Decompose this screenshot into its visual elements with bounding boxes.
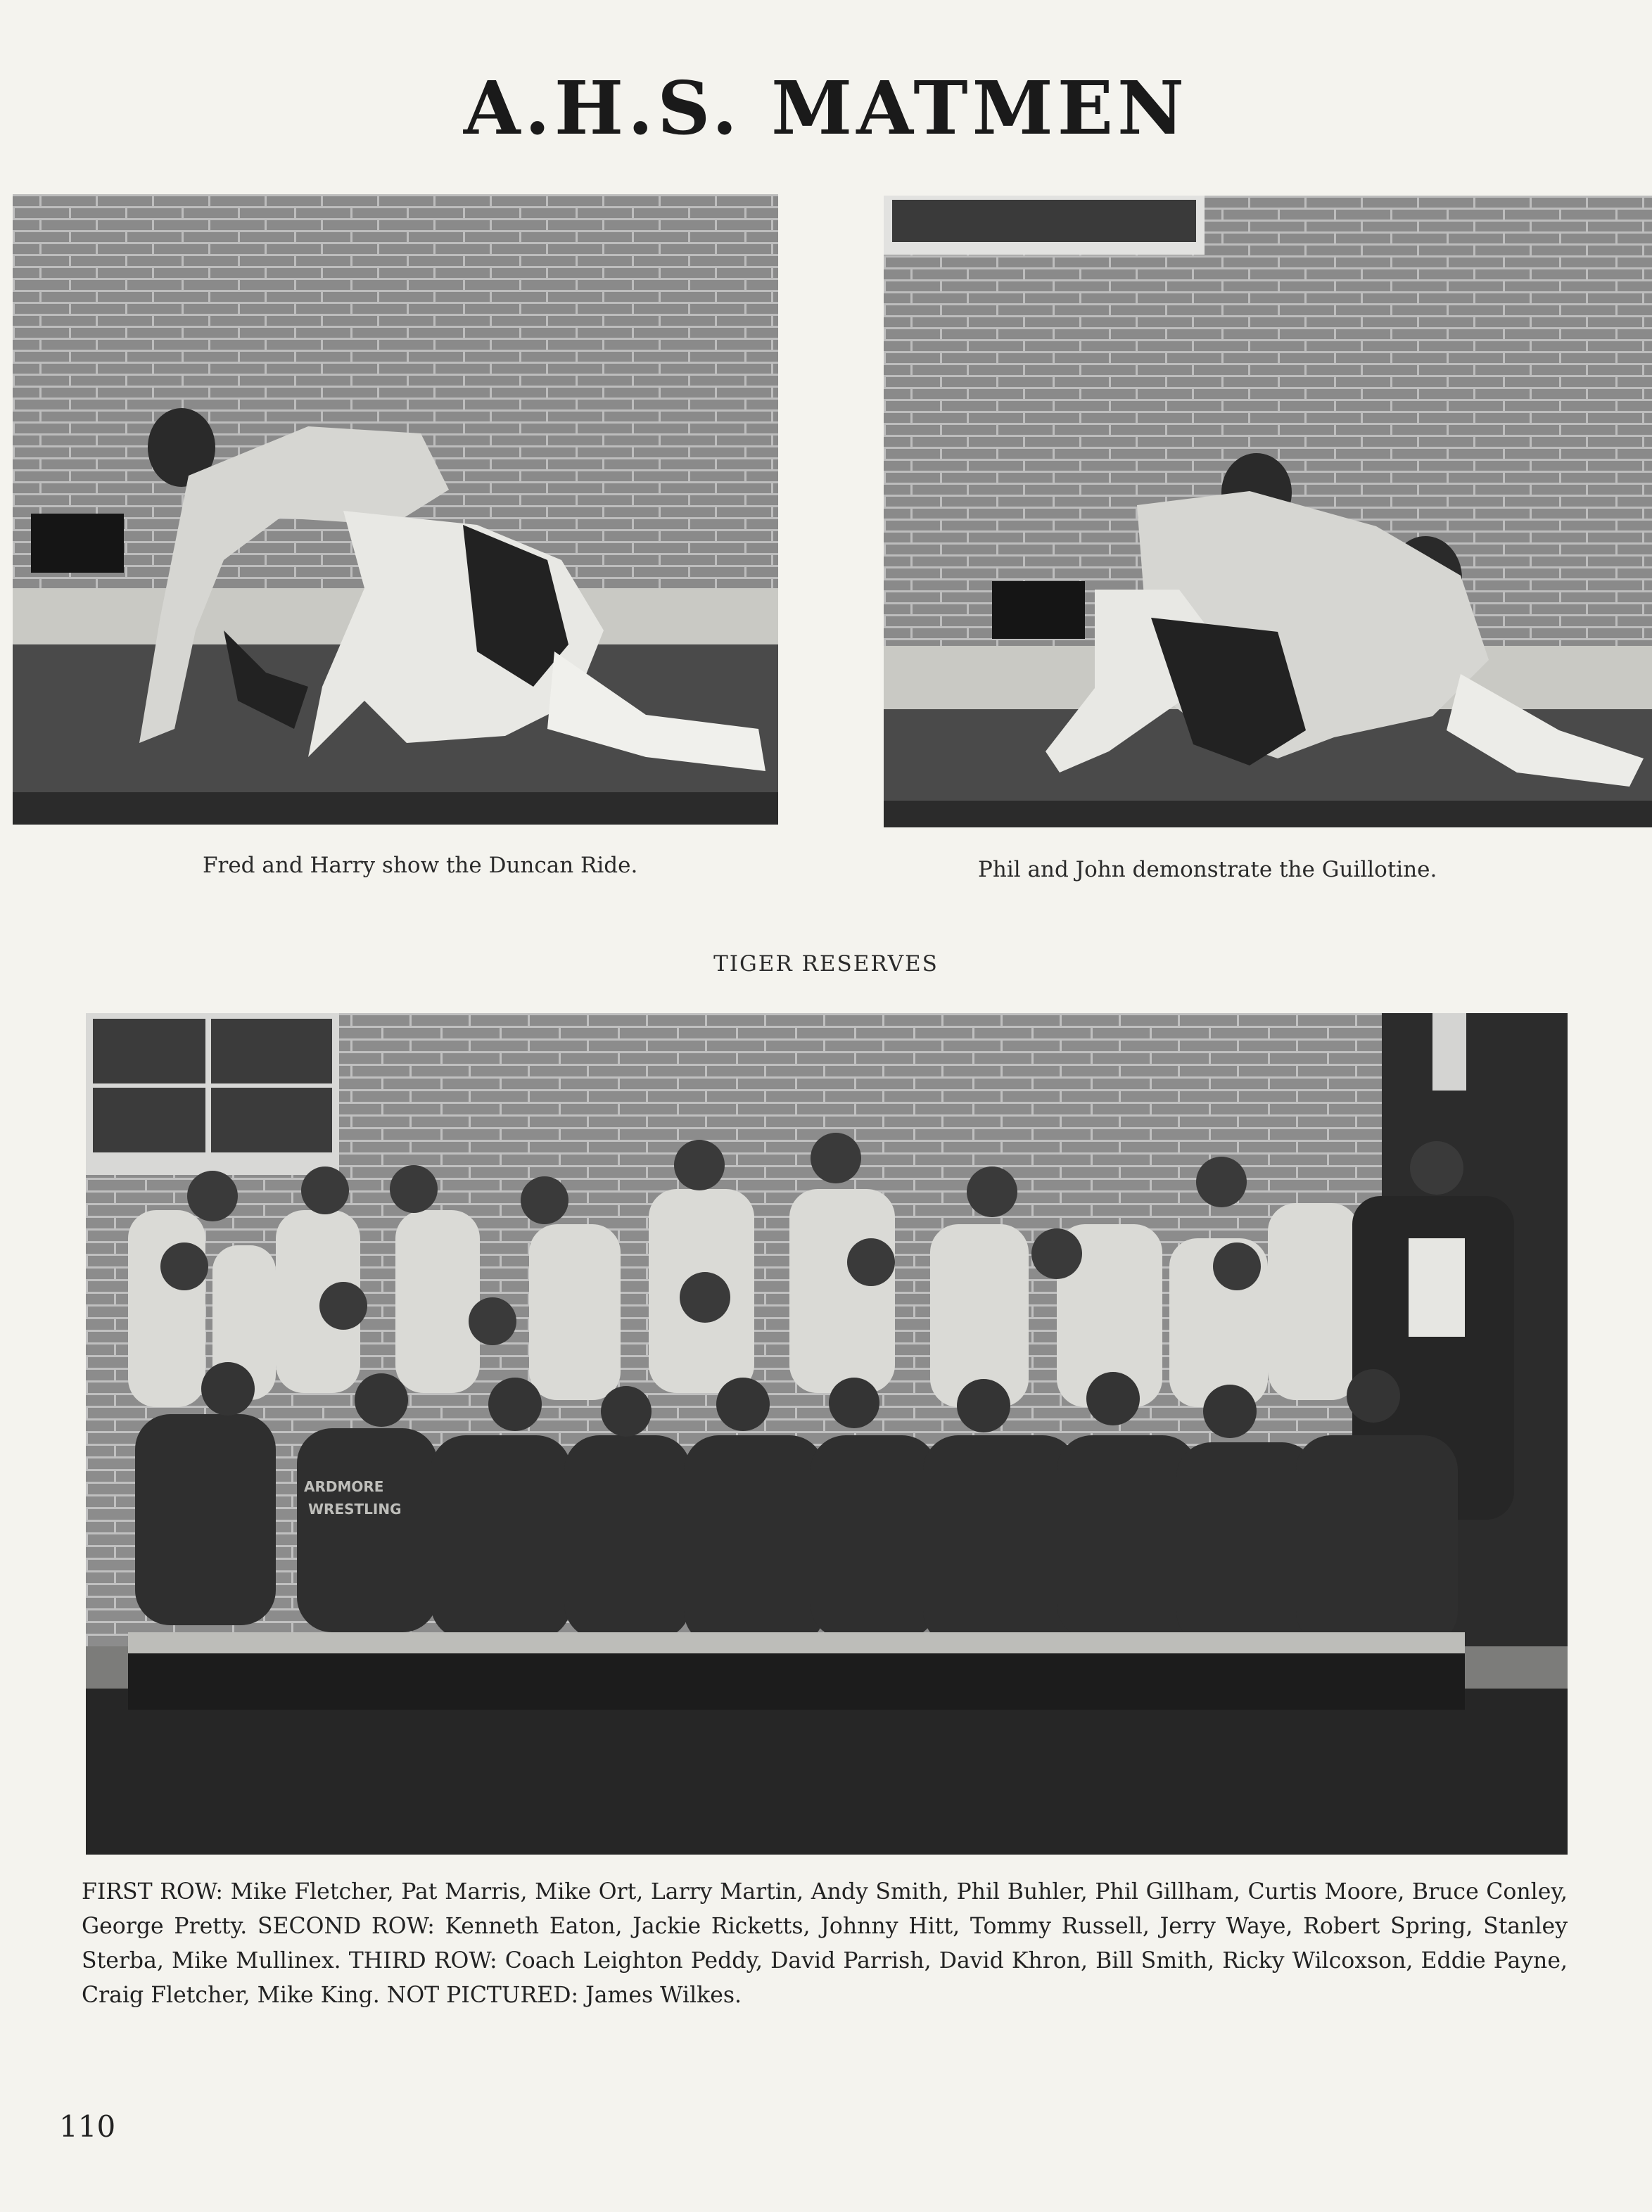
team-photo-heading: TIGER RESERVES [713, 951, 939, 977]
caption-duncan-ride: Fred and Harry show the Duncan Ride. [203, 853, 638, 878]
photo-duncan-ride [13, 194, 778, 825]
page-title: A.H.S. MATMEN [463, 65, 1189, 151]
roster-caption: FIRST ROW: Mike Fletcher, Pat Marris, Mike Ort, Larry Martin, Andy Smith, Phil Buhler, Phil Gillham, Curtis Moore, Bruce Conley, George Pretty. SECOND ROW: Kenneth Eaton, Jackie Ricketts, Johnny Hitt, Tommy Russell, Jerry Waye, Robert Spring, Stanley Sterba, Mike Mullinex. THIRD ROW: Coach Leighton Peddy, David Parrish, David Khron, Bill Smith, Ricky Wilcoxson, Eddie Payne, Craig Fletcher, Mike King. NOT PICTURED: James Wilkes. [82, 1879, 1568, 2008]
photo-tiger-reserves-image [86, 1013, 1568, 1855]
photo-guillotine [884, 196, 1652, 827]
caption-guillotine: Phil and John demonstrate the Guillotine. [978, 857, 1437, 882]
shirt-text-ardmore: ARDMORE [304, 1478, 384, 1495]
shirt-text-wrestling: WRESTLING [308, 1501, 402, 1518]
photo-guillotine-image [884, 196, 1652, 827]
photo-duncan-ride-image [13, 194, 778, 825]
photo-tiger-reserves [86, 1013, 1568, 1855]
page-number: 110 [59, 2109, 116, 2144]
